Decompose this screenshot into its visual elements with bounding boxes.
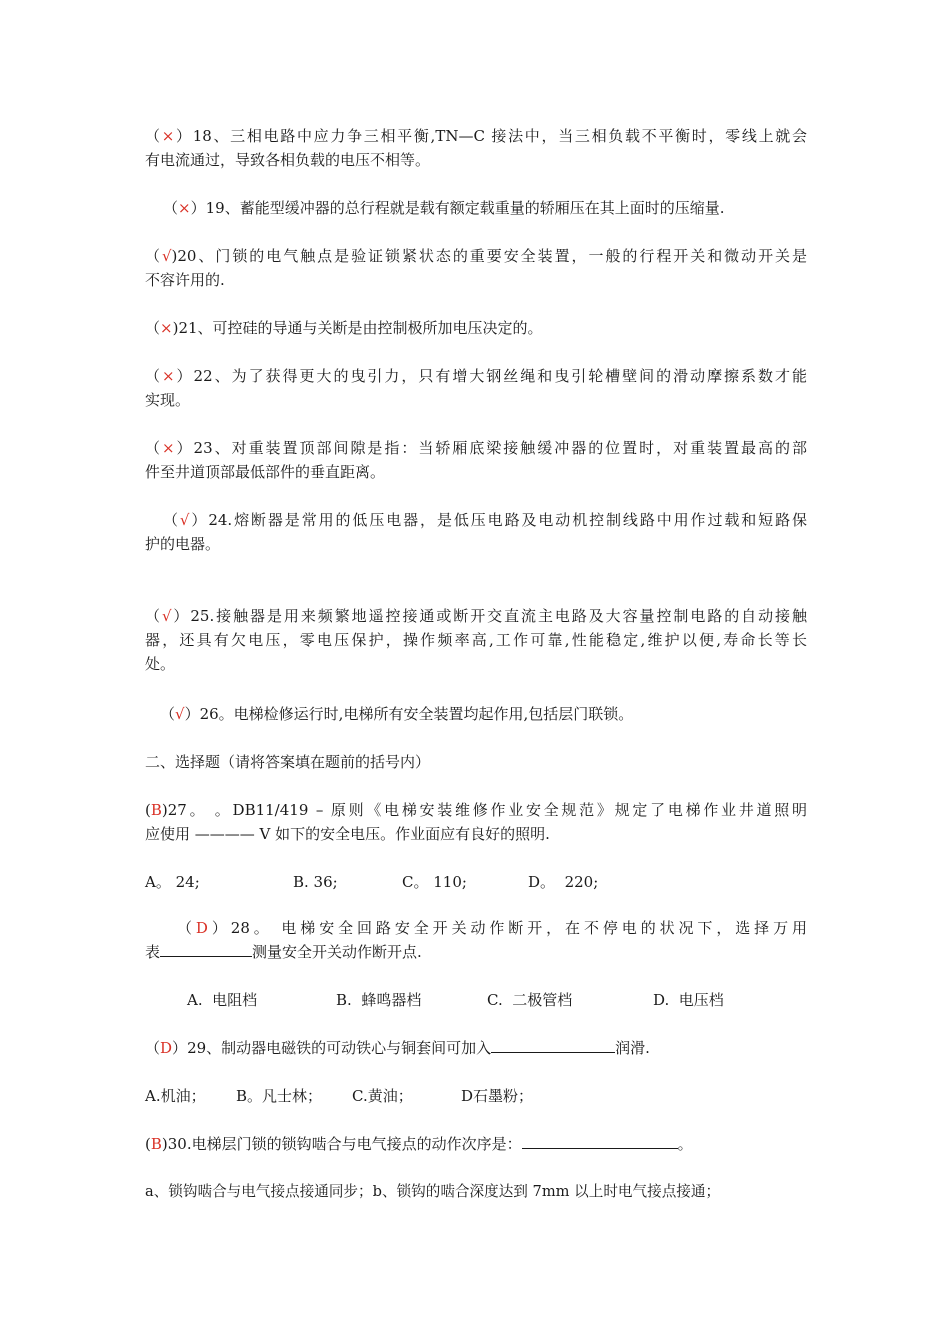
option-c: C。 110; xyxy=(402,873,467,891)
question-24-line-1 xyxy=(145,508,807,532)
question-25 xyxy=(145,604,807,676)
question-18-line-1 xyxy=(145,124,807,148)
question-20-line-1 xyxy=(145,244,807,268)
question-text: 测量安全开关动作断开点. xyxy=(252,943,422,961)
section-heading-text: 二、选择题（请将答案填在题前的括号内） xyxy=(145,753,431,771)
answer-mark: B xyxy=(150,801,162,819)
answer-mark: × xyxy=(160,319,173,337)
answer-mark: × xyxy=(178,199,191,217)
answer-mark: × xyxy=(161,127,175,145)
option-c: C.黄油； xyxy=(352,1087,413,1105)
option-a: A.机油； xyxy=(145,1087,206,1105)
bracket-open: ( xyxy=(145,1135,151,1153)
bracket-close: ) xyxy=(161,1135,168,1153)
section-heading xyxy=(145,750,807,774)
question-24-line-2: 护的电器。 xyxy=(145,535,221,553)
bracket-open: （ xyxy=(145,439,162,457)
bracket-close: ） xyxy=(190,199,206,217)
answer-mark: √ xyxy=(161,247,172,265)
question-28 xyxy=(145,916,807,964)
bracket-open: （ xyxy=(145,127,162,145)
bracket-close: ） xyxy=(184,705,200,723)
answer-blank xyxy=(491,1036,615,1053)
bracket-close: ） xyxy=(189,511,209,529)
question-22-line-1 xyxy=(145,364,807,388)
question-text: 表 xyxy=(145,943,161,961)
question-text: 24.熔断器是常用的低压电器，是低压电路及电动机控制线路中用作过载和短路保 xyxy=(208,511,807,529)
bracket-open: （ xyxy=(177,919,196,937)
question-text: 22、为了获得更大的曳引力，只有增大钢丝绳和曳引轮槽壁间的滑动摩擦系数才能 xyxy=(193,367,807,385)
question-text: 26。电梯检修运行时,电梯所有安全装置均起作用,包括层门联锁。 xyxy=(199,705,634,723)
question-26-line-1 xyxy=(160,702,820,726)
bracket-close: ） xyxy=(172,1039,188,1057)
question-26 xyxy=(160,702,820,726)
question-23 xyxy=(145,436,807,484)
bracket-open: ( xyxy=(145,801,151,819)
question-27-line-1 xyxy=(145,798,807,822)
question-21 xyxy=(145,316,807,340)
option-d: D石墨粉； xyxy=(461,1087,534,1105)
question-text: 23、对重装置顶部间隙是指：当轿厢底梁接触缓冲器的位置时，对重装置最高的部 xyxy=(193,439,807,457)
bracket-close: ) xyxy=(171,247,178,265)
question-28-line-1 xyxy=(145,916,807,940)
question-text: 润滑. xyxy=(615,1039,650,1057)
bracket-open: （ xyxy=(160,705,176,723)
option-c: C. 二极管档 xyxy=(487,991,573,1009)
bracket-close: ） xyxy=(207,919,231,937)
answer-mark: D xyxy=(160,1039,173,1057)
option-b: B。凡士林； xyxy=(236,1087,323,1105)
bracket-open: （ xyxy=(163,199,179,217)
question-text: 。 xyxy=(677,1135,693,1153)
answer-mark: B xyxy=(150,1135,162,1153)
question-25-line-1 xyxy=(145,604,807,628)
question-30 xyxy=(145,1132,807,1156)
question-text: 29、制动器电磁铁的可动铁心与铜套间可加入 xyxy=(187,1039,492,1057)
question-23-line-1 xyxy=(145,436,807,460)
bracket-close: ) xyxy=(161,801,168,819)
bracket-close: ） xyxy=(174,439,194,457)
answer-blank xyxy=(160,940,252,957)
question-30-line-1 xyxy=(145,1132,807,1156)
question-28-line-2 xyxy=(145,940,807,964)
bracket-close: ) xyxy=(172,319,179,337)
question-20-line-2: 不容许用的. xyxy=(145,271,225,289)
option-b: B. 蜂鸣器档 xyxy=(336,991,422,1009)
question-18-line-2: 有电流通过，导致各相负载的电压不相等。 xyxy=(145,151,431,169)
answer-mark: × xyxy=(161,367,175,385)
bracket-open: （ xyxy=(145,1039,161,1057)
question-text: 25.接触器是用来频繁地遥控接通或断开交直流主电路及大容量控制电路的自动接触 xyxy=(190,607,807,625)
question-29-line-1 xyxy=(145,1036,807,1060)
question-22 xyxy=(145,364,807,412)
question-23-line-2: 件至井道顶部最低部件的垂直距离。 xyxy=(145,463,386,481)
question-29 xyxy=(145,1036,807,1060)
option-b: B. 36; xyxy=(293,873,338,891)
question-24 xyxy=(145,508,807,556)
question-20 xyxy=(145,244,807,292)
bracket-close: ） xyxy=(174,367,194,385)
question-27-line-2: 应使用 ———— V 如下的安全电压。作业面应有良好的照明. xyxy=(145,825,550,843)
question-text: 19、蓄能型缓冲器的总行程就是载有额定载重量的轿厢压在其上面时的压缩量. xyxy=(205,199,725,217)
question-text: 30.电梯层门锁的锁钩啮合与电气接点的动作次序是： xyxy=(167,1135,522,1153)
question-text: 27。 。DB11/419 – 原则《电梯安装维修作业安全规范》规定了电梯作业井道照明 xyxy=(167,801,807,819)
answer-mark: × xyxy=(161,439,175,457)
answer-mark: √ xyxy=(175,705,185,723)
question-27 xyxy=(145,798,807,846)
question-22-line-2: 实现。 xyxy=(145,391,191,409)
bracket-close: ） xyxy=(174,127,193,145)
question-text: 20、门锁的电气触点是验证锁紧状态的重要安全装置，一般的行程开关和微动开关是 xyxy=(177,247,807,265)
question-19 xyxy=(163,196,823,220)
bracket-open: （ xyxy=(145,247,162,265)
option-d: D. 电压档 xyxy=(653,991,724,1009)
bracket-open: （ xyxy=(145,319,161,337)
bracket-open: （ xyxy=(145,607,162,625)
option-d: D。 220; xyxy=(528,873,599,891)
bracket-close: ） xyxy=(171,607,191,625)
question-19-line-1 xyxy=(163,196,823,220)
answer-mark: √ xyxy=(161,607,172,625)
question-30-line-2: a、锁钩啮合与电气接点接通同步；b、锁钩的啮合深度达到 7mm 以上时电气接点接通； xyxy=(145,1183,721,1200)
bracket-open: （ xyxy=(163,511,180,529)
question-text: 21、可控硅的导通与关断是由控制极所加电压决定的。 xyxy=(178,319,543,337)
question-25-line-3: 处。 xyxy=(145,655,176,673)
answer-blank xyxy=(522,1132,678,1149)
bracket-open: （ xyxy=(145,367,162,385)
question-30-statement xyxy=(145,1180,825,1204)
question-25-line-2: 器，还具有欠电压，零电压保护，操作频率高,工作可靠,性能稳定,维护以便,寿命长等长 xyxy=(145,631,807,649)
question-text: 28。 电梯安全回路安全开关动作断开，在不停电的状况下，选择万用 xyxy=(230,919,807,937)
option-a: A. 电阻档 xyxy=(187,991,258,1009)
question-text: 18、三相电路中应力争三相平衡,TN—C 接法中，当三相负载不平衡时，零线上就会 xyxy=(192,127,807,145)
option-a: A。 24; xyxy=(145,873,200,891)
question-21-line-1 xyxy=(145,316,807,340)
answer-mark: √ xyxy=(179,511,190,529)
answer-mark: D xyxy=(195,919,208,937)
question-18 xyxy=(145,124,807,172)
